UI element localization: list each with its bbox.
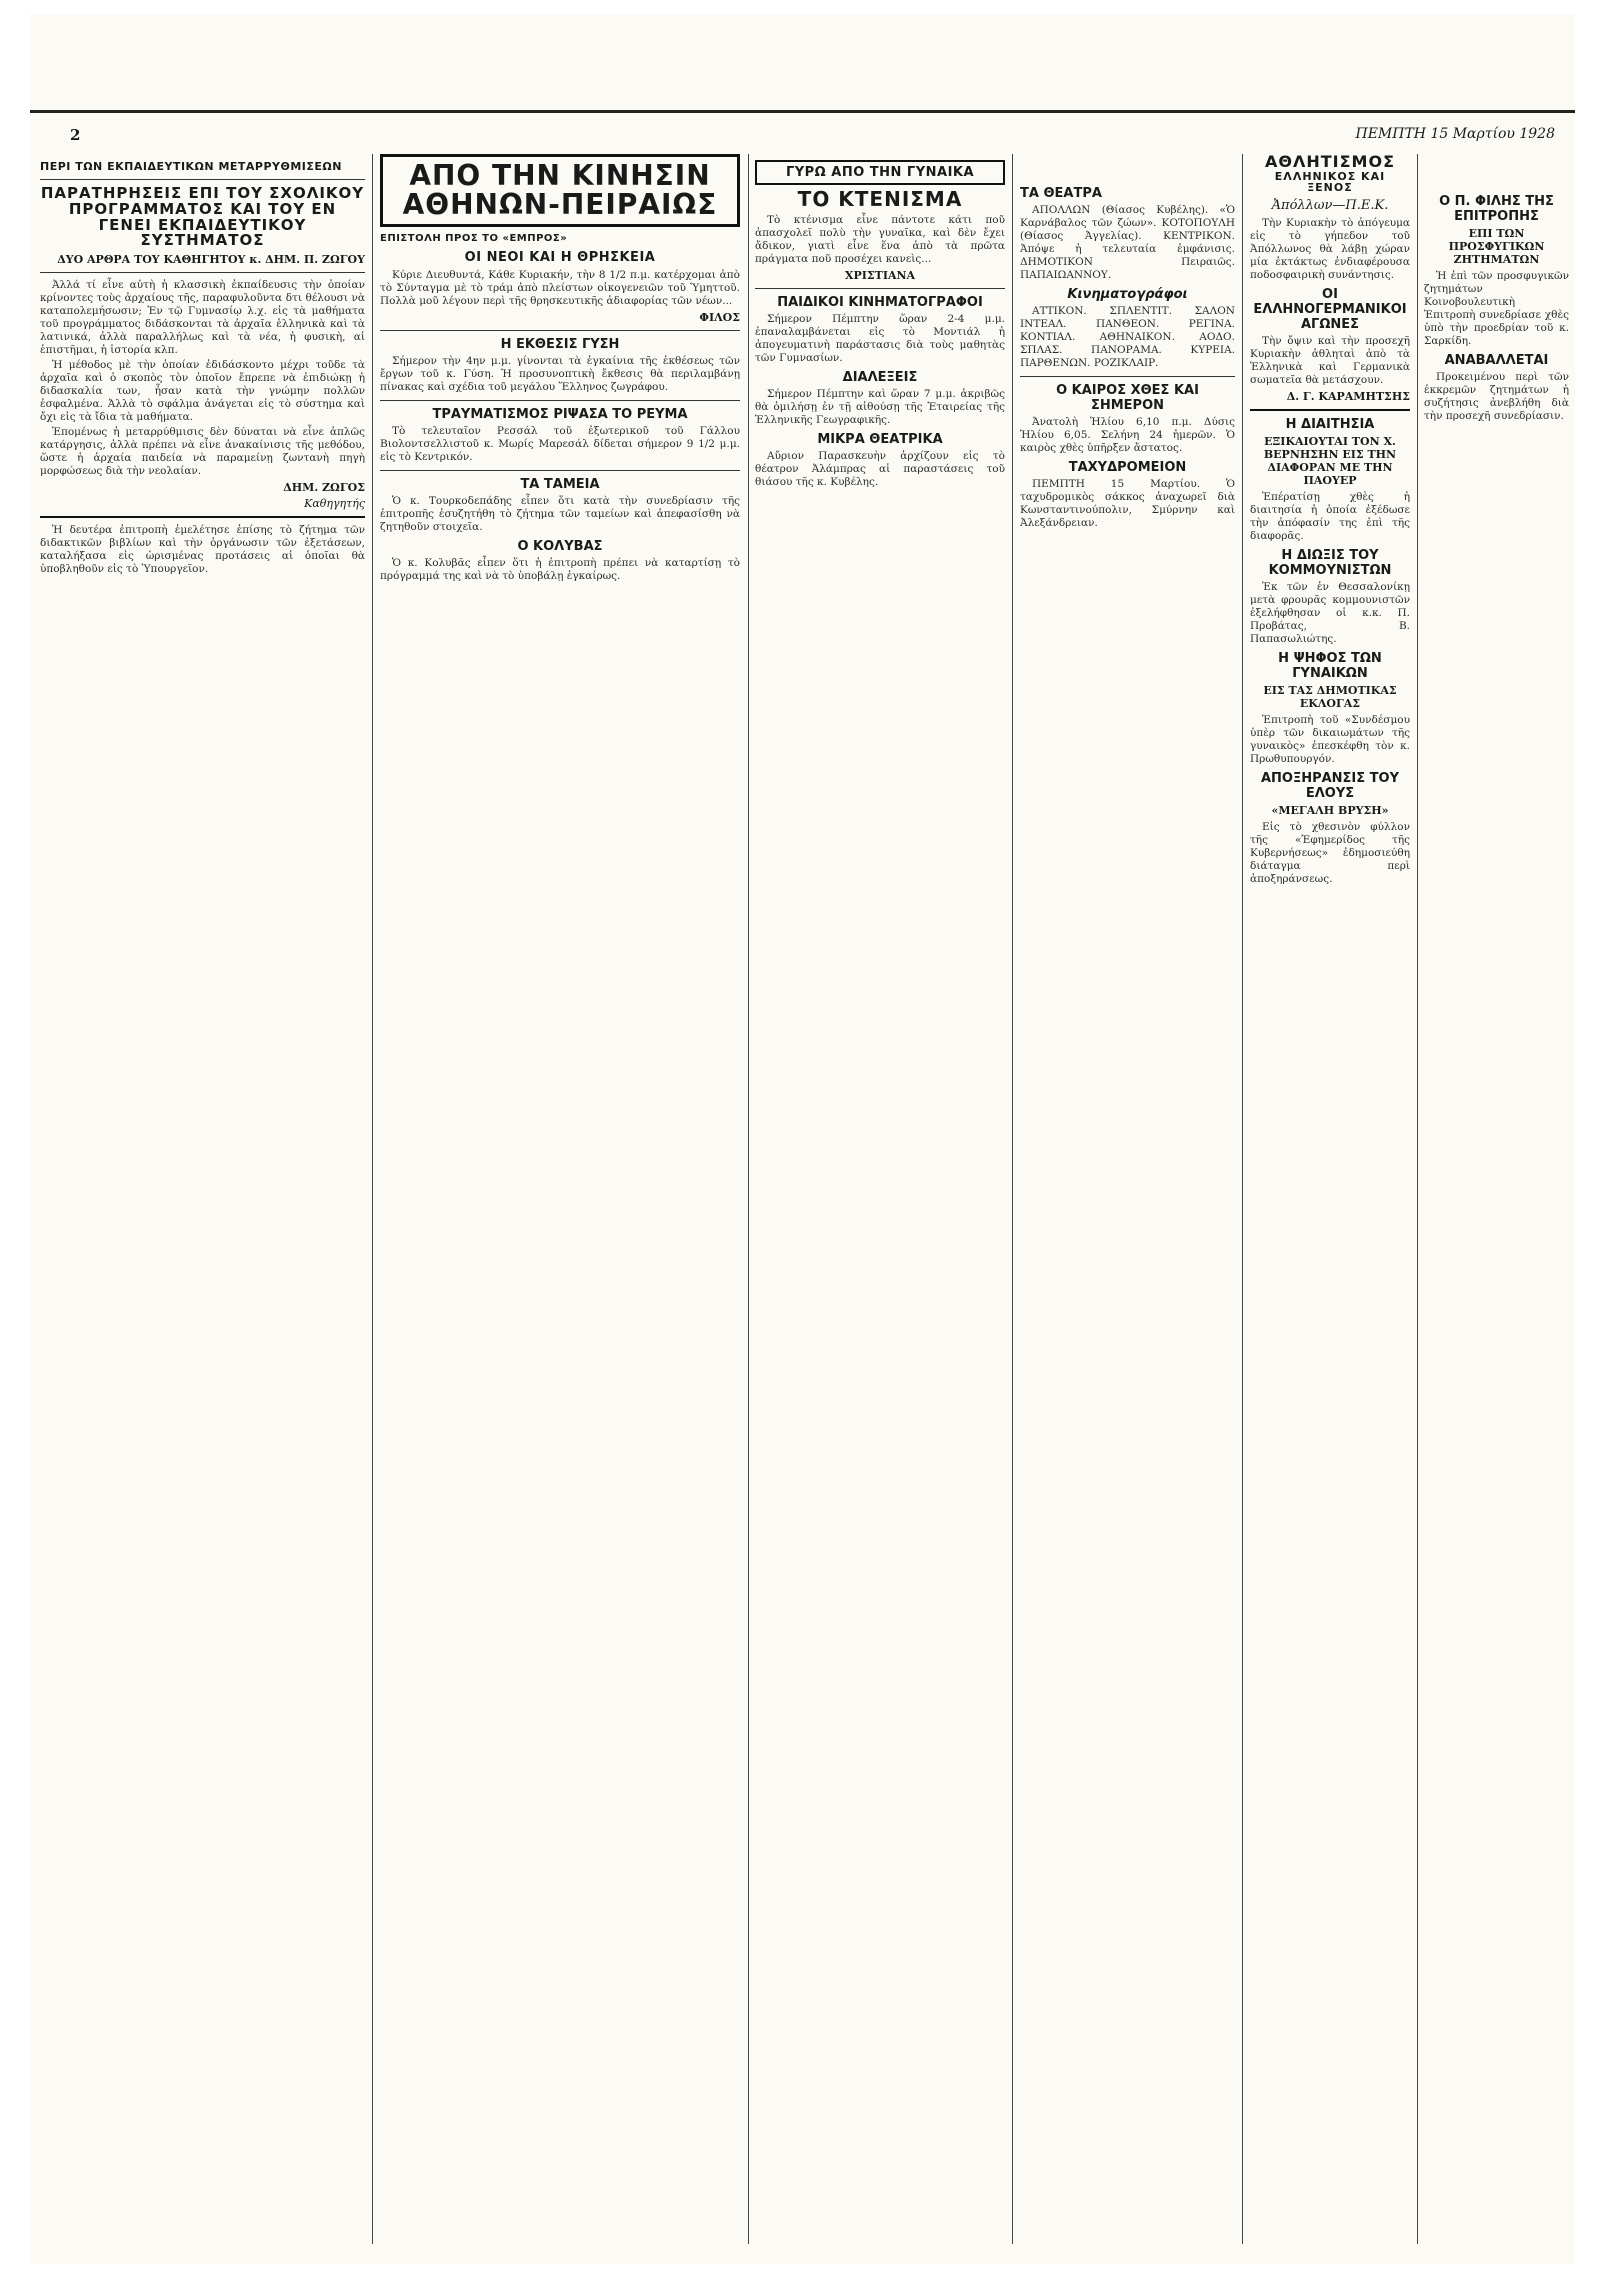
kolyvas-body bbox=[380, 557, 740, 583]
education-title: ΠΑΡΑΤΗΡΗΣΕΙΣ ΕΠΙ ΤΟΥ ΣΧΟΛΙΚΟΥ ΠΡΟΓΡΑΜΜΑΤΟΣ ΚΑΙ ΤΟΥ ΕΝ ΓΕΝΕΙ ΕΚΠΑΙΔΕΥΤΙΚΟΥ ΣΥΣΤΗΜΑΤΟΣ bbox=[40, 184, 365, 250]
hairstyle-body bbox=[755, 214, 1005, 266]
refugee-committee-head: Ο Π. ΦΙΛΗΣ ΤΗΣ ΕΠΙΤΡΟΠΗΣ bbox=[1439, 194, 1554, 224]
exhibition-head: Η ΕΚΘΕΣΙΣ ΓΥΣΗ bbox=[500, 336, 620, 352]
communists-paragraph: Ἐκ τῶν ἐν Θεσσαλονίκῃ μετὰ φρουρᾶς κομμουνιστῶν ἐξελήφθησαν οἱ κ.κ. Π. Προβάτας, Β. Παπασωλιώτης. bbox=[1250, 580, 1410, 645]
education-signature-title: Καθηγητής bbox=[304, 497, 365, 510]
post-body bbox=[1020, 478, 1235, 530]
children-cinema-body bbox=[755, 313, 1005, 365]
column-rule bbox=[372, 154, 373, 2244]
column-woman bbox=[755, 154, 1005, 2244]
divider bbox=[380, 470, 740, 471]
education-continuation bbox=[40, 524, 365, 576]
communists-body bbox=[1250, 581, 1410, 646]
arbitration-head: Η ΔΙΑΙΤΗΣΙΑ bbox=[1285, 416, 1375, 432]
column-rule bbox=[1417, 154, 1418, 2244]
education-body bbox=[40, 279, 365, 478]
funds-paragraph: Ὁ κ. Τουρκοδεπάδης εἶπεν ὅτι κατὰ τὴν συνεδρίασιν τῆς ἐπιτροπῆς ἐσυζητήθη τὸ ζήτημα τῶν ταμείων καὶ ἀπεφασίσθη νὰ ζητηθοῦν στοιχεῖα. bbox=[380, 494, 740, 533]
women-vote-subhead: ΕΙΣ ΤΑΣ ΔΗΜΟΤΙΚΑΣ ΕΚΛΟΓΑΣ bbox=[1263, 683, 1397, 710]
children-cinema-head: ΠΑΙΔΙΚΟΙ ΚΙΝΗΜΑΤΟΓΡΑΦΟΙ bbox=[777, 295, 983, 310]
kolyvas-head: Ο ΚΟΛΥΒΑΣ bbox=[517, 538, 603, 554]
theatres-head: ΤΑ ΘΕΑΤΡΑ bbox=[1020, 186, 1102, 201]
postponed-paragraph: Προκειμένου περὶ τῶν ἐκκρεμῶν ζητημάτων ἡ συζήτησις ἀνεβλήθη διὰ τὴν προσεχῆ συνεδρίασιν. bbox=[1424, 371, 1569, 422]
drainage-subhead: «ΜΕΓΑΛΗ ΒΡΥΣΗ» bbox=[1271, 803, 1389, 817]
column-athens-piraeus bbox=[380, 154, 740, 2244]
divider bbox=[380, 400, 740, 401]
sports-body bbox=[1250, 217, 1410, 282]
sports-paragraph: Τὴν Κυριακὴν τὸ ἀπόγευμα εἰς τὸ γήπεδον τοῦ Ἀπόλλωνος θὰ λάβῃ χώραν μία ἐκτάκτως ἐνδιαφέρουσα ποδοσφαιρικὴ συνάντησις. bbox=[1250, 216, 1410, 281]
sports-title-line2: ΕΛΛΗΝΙΚΟΣ ΚΑΙ ΞΕΝΟΣ bbox=[1274, 169, 1386, 195]
theatre-notes-body bbox=[755, 450, 1005, 489]
greek-german-games-paragraph: Τὴν ὄψιν καὶ τὴν προσεχῆ Κυριακὴν ἀθληταὶ ἀπὸ τὰ Ἑλληνικὰ καὶ Γερμανικὰ σωματεῖα θὰ μετάσχουν. bbox=[1250, 334, 1410, 386]
refugee-committee-subhead: ΕΠΙ ΤΩΝ ΠΡΟΣΦΥΓΙΚΩΝ ΖΗΤΗΜΑΤΩΝ bbox=[1448, 227, 1545, 266]
education-signature: ΔΗΜ. ΖΩΓΟΣ bbox=[283, 481, 365, 494]
drainage-body bbox=[1250, 821, 1410, 886]
sports-title-line1: ΑΘΛΗΤΙΣΜΟΣ bbox=[1264, 154, 1395, 171]
divider bbox=[1020, 376, 1235, 377]
sports-signature: Δ. Γ. ΚΑΡΑΜΗΤΣΗΣ bbox=[1286, 389, 1410, 403]
cinemas-list bbox=[1020, 305, 1235, 370]
women-vote-paragraph: Ἐπιτροπὴ τοῦ «Συνδέσμου ὑπὲρ τῶν δικαιωμάτων τῆς γυναικὸς» ἐπεσκέφθη τὸν κ. Πρωθυπουργόν. bbox=[1250, 713, 1410, 765]
recital-head: ΤΡΑΥΜΑΤΙΣΜΟΣ ΡΙΨΑΣΑ ΤΟ ΡΕΥΜΑ bbox=[432, 406, 688, 422]
woman-kicker: ΓΥΡΩ ΑΠΟ ΤΗΝ ΓΥΝΑΙΚΑ bbox=[755, 160, 1005, 185]
refugee-committee-paragraph: Ἡ ἐπὶ τῶν προσφυγικῶν ζητημάτων Κοινοβουλευτικὴ Ἐπιτροπὴ συνεδρίασε χθὲς ὑπὸ τὴν προεδρίαν τοῦ κ. Σαρκίδη. bbox=[1424, 270, 1569, 347]
hairstyle-signature: ΧΡΙΣΤΙΑΝΑ bbox=[844, 269, 916, 282]
theatres-list bbox=[1020, 204, 1235, 282]
greek-german-games-body bbox=[1250, 335, 1410, 387]
weather-paragraph: Ἀνατολὴ Ἡλίου 6,10 π.μ. Δύσις Ἡλίου 6,05. Σελήνη 24 ἡμερῶν. Ὁ καιρὸς χθὲς ὑπῆρξεν ἄστατος. bbox=[1020, 416, 1235, 454]
greek-german-games-head: ΟΙ ΕΛΛΗΝΟΓΕΡΜΑΝΙΚΟΙ ΑΓΩΝΕΣ bbox=[1253, 286, 1407, 332]
divider bbox=[755, 288, 1005, 289]
hairstyle-head: ΤΟ ΚΤΕΝΙΣΜΑ bbox=[797, 187, 963, 211]
letters-head: ΟΙ ΝΕΟΙ ΚΑΙ Η ΘΡΗΣΚΕΙΑ bbox=[464, 249, 656, 265]
drainage-paragraph: Εἰς τὸ χθεσινὸν φύλλον τῆς «Ἐφημερίδος τῆς Κυβερνήσεως» ἐδημοσιεύθη διάταγμα περὶ ἀποξηράνσεως. bbox=[1250, 820, 1410, 885]
postponed-body bbox=[1424, 371, 1569, 423]
divider bbox=[40, 272, 365, 273]
column-rule bbox=[1242, 154, 1243, 2244]
postponed-head: ΑΝΑΒΑΛΛΕΤΑΙ bbox=[1444, 353, 1549, 368]
exhibition-body bbox=[380, 355, 740, 394]
cinemas-paragraph: ΑΤΤΙΚΟΝ. ΣΠΛΕΝΤΙΤ. ΣΑΛΟΝ ΙΝΤΕΑΛ. ΠΑΝΘΕΟΝ. ΡΕΓΙΝΑ. ΚΟΝΤΙΑΛ. ΑΘΗΝΑΙΚΟΝ. ΑΟΔΟ. ΣΠΛΑΣ. ΠΑΝΟΡΑΜΑ. ΚΥΡΕΙΑ. ΠΑΡΘΕΝΩΝ. ΡΟΖΙΚΛΑΙΡ. bbox=[1020, 305, 1235, 369]
column-refugees bbox=[1424, 154, 1569, 2244]
communists-head: Η ΔΙΩΞΙΣ ΤΟΥ ΚΟΜΜΟΥΝΙΣΤΩΝ bbox=[1268, 547, 1392, 578]
education-paragraph: Ἐπομένως ἡ μεταρρύθμισις δὲν δύναται νὰ εἶνε ἀπλῶς κατάργησις, ἀλλὰ πρέπει νὰ εἶνε ἀνακαίνισις τῆς μεθόδου, ὥστε ἡ ἀρχαία παιδεία νὰ παραμείνῃ ζωντανὴ πηγὴ μορφώσεως διὰ τὴν νεολαίαν. bbox=[40, 426, 365, 477]
newspaper-page bbox=[30, 14, 1575, 2264]
women-vote-body bbox=[1250, 714, 1410, 766]
weather-head: Ο ΚΑΙΡΟΣ ΧΘΕΣ ΚΑΙ ΣΗΜΕΡΟΝ bbox=[1056, 383, 1199, 413]
recital-body bbox=[380, 425, 740, 464]
cinemas-head: Κινηματογράφοι bbox=[1067, 287, 1188, 302]
theatre-notes-paragraph: Αὔριον Παρασκευὴν ἀρχίζουν εἰς τὸ θέατρον Ἀλάμπρας αἱ παραστάσεις τοῦ θιάσου τῆς κ. Κυβέλης. bbox=[755, 450, 1005, 488]
lectures-paragraph: Σήμερον Πέμπτην καὶ ὥραν 7 μ.μ. ἀκριβῶς θὰ ὁμιλήσῃ ἐν τῇ αἰθούσῃ τῆς Ἑταιρείας τῆς Ἑλληνικῆς Γεωγραφικῆς. bbox=[755, 388, 1005, 426]
divider bbox=[40, 516, 365, 518]
drainage-head: ΑΠΟΞΗΡΑΝΣΙΣ ΤΟΥ ΕΛΟΥΣ bbox=[1260, 770, 1399, 801]
dateline: ΠΕΜΠΤΗ 15 Μαρτίου 1928 bbox=[1355, 126, 1555, 142]
recital-paragraph: Τὸ τελευταῖον Ρεσσάλ τοῦ ἐξωτερικοῦ τοῦ Γάλλου Βιολοντσελλιστοῦ κ. Μωρίς Μαρεσάλ δίδεται σήμερον 9 1/2 μ.μ. εἰς τὸ Κεντρικόν. bbox=[380, 424, 740, 463]
post-paragraph: ΠΕΜΠΤΗ 15 Μαρτίου. Ὁ ταχυδρομικὸς σάκκος ἀναχωρεῖ διὰ Κωνσταντινούπολιν, Σμύρνην καὶ Ἀλεξάνδρειαν. bbox=[1020, 478, 1235, 529]
weather-body bbox=[1020, 416, 1235, 455]
education-paragraph: Ἡ μέθοδος μὲ τὴν ὁποίαν ἐδιδάσκοντο μέχρι τοῦδε τὰ ἀρχαῖα καὶ ὁ σκοπὸς τὸν ὁποῖον ἔπρεπε νὰ ἐπιδιώκῃ ἡ διδασκαλία των, ἦσαν κατὰ τὴν γνώμην πολλῶν ἐσφαλμένα. Ἀλλὰ τὸ σφάλμα ἀνάγεται εἰς τὸ σύστημα καὶ ὄχι εἰς τὰ ἴδια τὰ μαθήματα. bbox=[40, 359, 365, 423]
masthead-rule bbox=[30, 110, 1575, 113]
column-rule bbox=[748, 154, 749, 2244]
column-listings bbox=[1020, 154, 1235, 2244]
exhibition-paragraph: Σήμερον τὴν 4ην μ.μ. γίνονται τὰ ἐγκαίνια τῆς ἐκθέσεως τῶν ἔργων τοῦ κ. Γύση. Ἡ προσυνοπτικὴ ἔκθεσις θὰ περιλαμβάνῃ πίνακας καὶ σχέδια τοῦ μεγάλου Ἕλληνος ζωγράφου. bbox=[380, 354, 740, 393]
theatres-paragraph: ΑΠΟΛΛΩΝ (Θίασος Κυβέλης). «Ὁ Καρνάβαλος τῶν ζώων». ΚΟΤΟΠΟΥΛΗ (Θίασος Ἀγγελίας). ΚΕΝΤΡΙΚΟΝ. Ἀπόψε ἡ τελευταία ἐμφάνισις. ΔΗΜΟΤΙΚΟΝ Πειραιῶς. ΠΑΠΑΙΩΑΝΝΟΥ. bbox=[1020, 204, 1235, 281]
funds-body bbox=[380, 495, 740, 534]
education-kicker: ΠΕΡΙ ΤΩΝ ΕΚΠΑΙΔΕΥΤΙΚΩΝ ΜΕΤΑΡΡΥΘΜΙΣΕΩΝ bbox=[40, 160, 342, 173]
women-vote-head: Η ΨΗΦΟΣ ΤΩΝ ΓΥΝΑΙΚΩΝ bbox=[1278, 650, 1382, 681]
education-paragraph: Ἡ δευτέρα ἐπιτροπὴ ἐμελέτησε ἐπίσης τὸ ζήτημα τῶν διδακτικῶν βιβλίων καὶ τὴν ὀργάνωσιν τῶν ἐξετάσεων, καταλήξασα εἰς ὡρισμένας προτάσεις αἱ ὁποῖαι θὰ ὑποβληθοῦν εἰς τὸ Ὑπουργεῖον. bbox=[40, 524, 365, 575]
divider bbox=[40, 179, 365, 180]
divider bbox=[380, 330, 740, 331]
theatre-notes-head: ΜΙΚΡΑ ΘΕΑΤΡΙΚΑ bbox=[817, 432, 943, 447]
letters-paragraph: Κύριε Διευθυντά, Κάθε Κυριακήν, τὴν 8 1/2 π.μ. κατέρχομαι ἀπὸ τὸ Σύνταγμα μὲ τὸ τράμ ἀπὸ πλείστων οἰκογενειῶν τοῦ Ὑμηττοῦ. Πολλὰ μοῦ λέγουν περὶ τῆς θρησκευτικῆς ἀδιαφορίας τῶν νέων... bbox=[380, 268, 740, 307]
funds-head: ΤΑ ΤΑΜΕΙΑ bbox=[520, 476, 600, 492]
education-byline: ΔΥΟ ΑΡΘΡΑ ΤΟΥ ΚΑΘΗΓΗΤΟΥ κ. ΔΗΜ. Π. ΖΩΓΟΥ bbox=[57, 253, 365, 266]
arbitration-subhead: ΕΞΙΚΑΙΟΥΤΑΙ ΤΟΝ Χ. ΒΕΡΝΗΣΗΝ ΕΙΣ ΤΗΝ ΔΙΑΦΟΡΑΝ ΜΕ ΤΗΝ ΠΑΟΥΕΡ bbox=[1263, 434, 1397, 487]
column-sports bbox=[1250, 154, 1410, 2244]
column-rule bbox=[1012, 154, 1013, 2244]
page-number: 2 bbox=[70, 126, 81, 144]
arbitration-body bbox=[1250, 491, 1410, 543]
kolyvas-paragraph: Ὁ κ. Κολυβᾶς εἶπεν ὅτι ἡ ἐπιτροπὴ πρέπει νὰ καταρτίσῃ τὸ πρόγραμμά της καὶ νὰ τὸ ὑποβάλῃ ἐγκαίρως. bbox=[380, 556, 740, 582]
sports-match: Ἀπόλλων—Π.Ε.Κ. bbox=[1271, 197, 1389, 213]
column-education bbox=[40, 154, 365, 2244]
refugee-committee-body bbox=[1424, 270, 1569, 348]
lectures-body bbox=[755, 388, 1005, 427]
athens-piraeus-title: ΑΠΟ ΤΗΝ ΚΙΝΗΣΙΝ ΑΘΗΝΩΝ-ΠΕΙΡΑΙΩΣ bbox=[380, 154, 740, 227]
letters-body bbox=[380, 269, 740, 308]
divider bbox=[1250, 409, 1410, 411]
hairstyle-paragraph: Τὸ κτένισμα εἶνε πάντοτε κάτι ποῦ ἀπασχολεῖ πολὺ τὴν γυναῖκα, καὶ δὲν ἔχει ἄδικον, γιατὶ εἶνε ἕνα ἀπὸ τὰ πρῶτα πράγματα ποῦ προσέχει κανεὶς... bbox=[755, 214, 1005, 265]
lectures-head: ΔΙΑΛΕΞΕΙΣ bbox=[842, 370, 918, 385]
letters-kicker: ΕΠΙΣΤΟΛΗ ΠΡΟΣ ΤΟ «ΕΜΠΡΟΣ» bbox=[380, 232, 568, 244]
education-paragraph: Ἀλλά τί εἶνε αὐτὴ ἡ κλασσικὴ ἐκπαίδευσις τὴν ὁποίαν κρίνοντες τοὺς ἀρχαίους τῆς, παραφυλοῦντα δτι θέλουσι νὰ καταπολεμήσωσιν; Ἐν τῷ Γυμνασίῳ λ.χ. εἰς τὰ μαθήματα τοῦ προγράμματος διδάσκονται τὰ ἀρχαῖα ἑλληνικὰ καὶ τὰ λατινικά, ἀλλὰ παραλλήλως καὶ τὰ νέα, ἡ φυσικὴ, αἱ ἐπιστῆμαι, ἡ ἱστορία κλπ. bbox=[40, 279, 365, 356]
children-cinema-paragraph: Σήμερον Πέμπτην ὥραν 2-4 μ.μ. ἐπαναλαμβάνεται εἰς τὸ Μοντιάλ ἡ ἀπογευματινὴ παράστασις διὰ τοὺς μαθητὰς τῶν Γυμνασίων. bbox=[755, 313, 1005, 364]
letters-signature: ΦΙΛΟΣ bbox=[699, 310, 740, 324]
post-head: ΤΑΧΥΔΡΟΜΕΙΟΝ bbox=[1068, 460, 1187, 475]
arbitration-paragraph: Ἐπέρατίσῃ χθὲς ἡ διαιτησία ἡ ὁποία ἐξέδωσε τὴν ἀπόφασίν της ἐπὶ τῆς διαφορᾶς. bbox=[1250, 490, 1410, 542]
